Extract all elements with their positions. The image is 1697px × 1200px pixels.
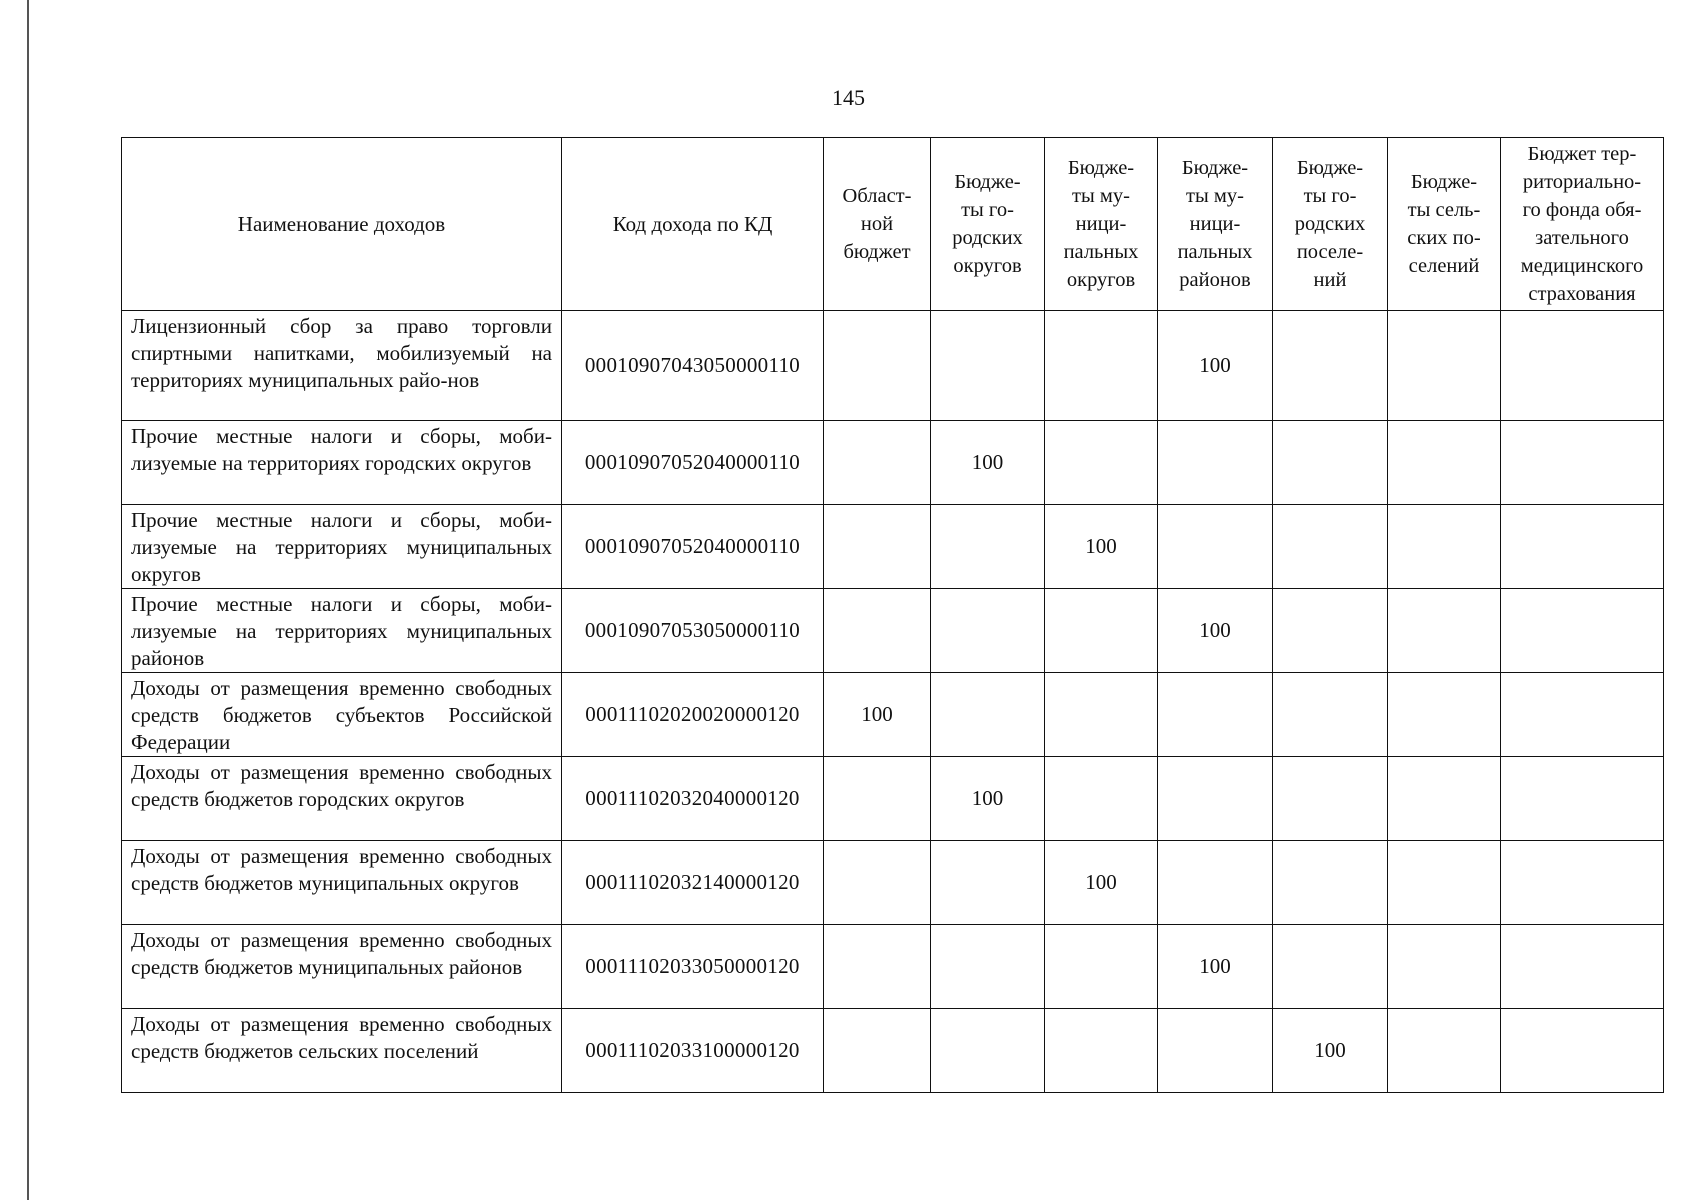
municipal-areas-cell	[1158, 1009, 1273, 1093]
municipal-districts-cell	[1045, 673, 1158, 757]
city-districts-cell	[931, 589, 1045, 673]
header-line: ници-	[1189, 213, 1241, 235]
revenue-name-cell: Прочие местные налоги и сборы, мобилизуемые на территориях муниципальных районов	[122, 589, 562, 673]
header-line: Бюдже-	[1410, 171, 1478, 193]
regional-budget-cell	[824, 311, 931, 421]
revenue-code-cell: 00010907052040000110	[562, 421, 824, 505]
header-line: Област-	[842, 185, 912, 207]
municipal-districts-cell	[1045, 589, 1158, 673]
revenue-name-cell: Доходы от размещения временно свободных средств бюджетов субъектов Российской Федерации	[122, 673, 562, 757]
rural-settlements-cell	[1388, 505, 1501, 589]
rural-settlements-cell	[1388, 925, 1501, 1009]
revenue-code-cell: 00010907053050000110	[562, 589, 824, 673]
urban-settlements-cell	[1273, 589, 1388, 673]
header-line: ты го-	[961, 199, 1014, 221]
revenue-code-cell: 00010907052040000110	[562, 505, 824, 589]
header-line: ной	[860, 213, 894, 235]
header-line: округов	[1066, 269, 1136, 291]
header-line: ты сель-	[1407, 199, 1481, 221]
city-districts-cell	[931, 311, 1045, 421]
header-rural-settlements-budget	[1388, 138, 1501, 311]
revenue-name-cell: Прочие местные налоги и сборы, мобилизуемые на территориях городских округов	[122, 421, 562, 505]
urban-settlements-cell	[1273, 421, 1388, 505]
municipal-districts-cell	[1045, 311, 1158, 421]
urban-settlements-cell	[1273, 757, 1388, 841]
header-line: пальных	[1177, 241, 1253, 263]
urban-settlements-cell	[1273, 673, 1388, 757]
header-line: медицинского	[1520, 255, 1644, 277]
urban-settlements-cell	[1273, 311, 1388, 421]
municipal-areas-cell	[1158, 841, 1273, 925]
header-municipal-areas-budget	[1158, 138, 1273, 311]
municipal-areas-cell	[1158, 757, 1273, 841]
urban-settlements-cell	[1273, 925, 1388, 1009]
header-city-districts-budget	[931, 138, 1045, 311]
regional-budget-cell	[824, 925, 931, 1009]
header-name	[122, 138, 562, 311]
municipal-areas-cell	[1158, 673, 1273, 757]
city-districts-cell	[931, 925, 1045, 1009]
regional-budget-cell	[824, 841, 931, 925]
city-districts-cell: 100	[931, 421, 1045, 505]
medical-fund-cell	[1501, 673, 1664, 757]
medical-fund-cell	[1501, 1009, 1664, 1093]
revenue-code-cell: 00010907043050000110	[562, 311, 824, 421]
header-line: риториально-	[1522, 171, 1642, 193]
rural-settlements-cell	[1388, 757, 1501, 841]
revenue-code-cell: 00011102033050000120	[562, 925, 824, 1009]
header-line: родских	[952, 227, 1023, 249]
city-districts-cell	[931, 673, 1045, 757]
revenue-name-cell: Доходы от размещения временно свободных средств бюджетов городских округов	[122, 757, 562, 841]
city-districts-cell	[931, 1009, 1045, 1093]
medical-fund-cell	[1501, 505, 1664, 589]
municipal-districts-cell: 100	[1045, 505, 1158, 589]
table-row	[122, 311, 1664, 421]
header-line: зательного	[1535, 227, 1629, 249]
header-line: пальных	[1063, 241, 1139, 263]
page-number: 145	[832, 85, 865, 110]
header-line: го фонда обя-	[1522, 199, 1642, 221]
header-line: Бюджет тер-	[1527, 143, 1637, 165]
header-code	[562, 138, 824, 311]
revenue-code-cell: 00011102032140000120	[562, 841, 824, 925]
header-line: ний	[1313, 269, 1347, 291]
medical-fund-cell	[1501, 757, 1664, 841]
municipal-areas-cell	[1158, 421, 1273, 505]
urban-settlements-cell	[1273, 505, 1388, 589]
header-line: ници-	[1075, 213, 1127, 235]
header-line: Код дохода по КД	[612, 212, 773, 236]
medical-fund-cell	[1501, 841, 1664, 925]
regional-budget-cell: 100	[824, 673, 931, 757]
regional-budget-cell	[824, 1009, 931, 1093]
table-row	[122, 421, 1664, 505]
rural-settlements-cell	[1388, 1009, 1501, 1093]
revenue-code-cell: 00011102033100000120	[562, 1009, 824, 1093]
regional-budget-cell	[824, 505, 931, 589]
regional-budget-cell	[824, 589, 931, 673]
header-line: округов	[953, 255, 1022, 277]
revenue-name-cell: Доходы от размещения временно свободных средств бюджетов муниципальных округов	[122, 841, 562, 925]
revenue-code-cell: 00011102020020000120	[562, 673, 824, 757]
municipal-districts-cell: 100	[1045, 841, 1158, 925]
header-line: Бюдже-	[954, 171, 1021, 193]
municipal-districts-cell	[1045, 757, 1158, 841]
municipal-areas-cell	[1158, 505, 1273, 589]
revenue-name-cell: Лицензионный сбор за право торговли спиртными напитками, мобилизуемый на территориях муниципальных райо-нов	[122, 311, 562, 421]
regional-budget-cell	[824, 421, 931, 505]
medical-fund-cell	[1501, 589, 1664, 673]
header-line: Наименование доходов	[237, 212, 446, 236]
revenue-distribution-table	[121, 137, 1664, 1093]
city-districts-cell	[931, 505, 1045, 589]
table-header-row	[122, 138, 1664, 311]
header-municipal-districts-budget	[1045, 138, 1158, 311]
urban-settlements-cell	[1273, 841, 1388, 925]
municipal-districts-cell	[1045, 925, 1158, 1009]
binding-margin-line	[27, 0, 29, 1200]
header-line: селений	[1408, 255, 1480, 277]
rural-settlements-cell	[1388, 311, 1501, 421]
municipal-areas-cell: 100	[1158, 925, 1273, 1009]
header-line: районов	[1179, 269, 1251, 291]
rural-settlements-cell	[1388, 841, 1501, 925]
table-row	[122, 925, 1664, 1009]
header-line: ты му-	[1186, 185, 1244, 207]
header-line: родских	[1294, 213, 1366, 235]
regional-budget-cell	[824, 757, 931, 841]
municipal-areas-cell: 100	[1158, 589, 1273, 673]
table-row	[122, 841, 1664, 925]
municipal-districts-cell	[1045, 1009, 1158, 1093]
municipal-areas-cell: 100	[1158, 311, 1273, 421]
header-line: Бюдже-	[1181, 157, 1249, 179]
header-line: бюджет	[843, 241, 911, 263]
medical-fund-cell	[1501, 311, 1664, 421]
rural-settlements-cell	[1388, 673, 1501, 757]
header-line: страхования	[1528, 283, 1636, 305]
header-line: поселе-	[1296, 241, 1364, 263]
table-row	[122, 673, 1664, 757]
header-regional-budget	[824, 138, 931, 311]
header-urban-settlements-budget	[1273, 138, 1388, 311]
table-row	[122, 505, 1664, 589]
revenue-name-cell: Доходы от размещения временно свободных средств бюджетов муниципальных районов	[122, 925, 562, 1009]
table-row	[122, 589, 1664, 673]
city-districts-cell	[931, 841, 1045, 925]
header-line: ты го-	[1303, 185, 1357, 207]
header-line: ты му-	[1072, 185, 1130, 207]
rural-settlements-cell	[1388, 421, 1501, 505]
medical-fund-cell	[1501, 421, 1664, 505]
header-line: Бюдже-	[1296, 157, 1364, 179]
municipal-districts-cell	[1045, 421, 1158, 505]
revenue-name-cell: Доходы от размещения временно свободных средств бюджетов сельских поселений	[122, 1009, 562, 1093]
header-line: Бюдже-	[1067, 157, 1135, 179]
table-row	[122, 757, 1664, 841]
medical-fund-cell	[1501, 925, 1664, 1009]
table-row	[122, 1009, 1664, 1093]
revenue-code-cell: 00011102032040000120	[562, 757, 824, 841]
revenue-name-cell: Прочие местные налоги и сборы, мобилизуемые на территориях муниципальных округов	[122, 505, 562, 589]
header-line: ских по-	[1407, 227, 1481, 249]
city-districts-cell: 100	[931, 757, 1045, 841]
rural-settlements-cell	[1388, 589, 1501, 673]
urban-settlements-cell: 100	[1273, 1009, 1388, 1093]
header-medical-insurance-fund-budget	[1501, 138, 1664, 311]
